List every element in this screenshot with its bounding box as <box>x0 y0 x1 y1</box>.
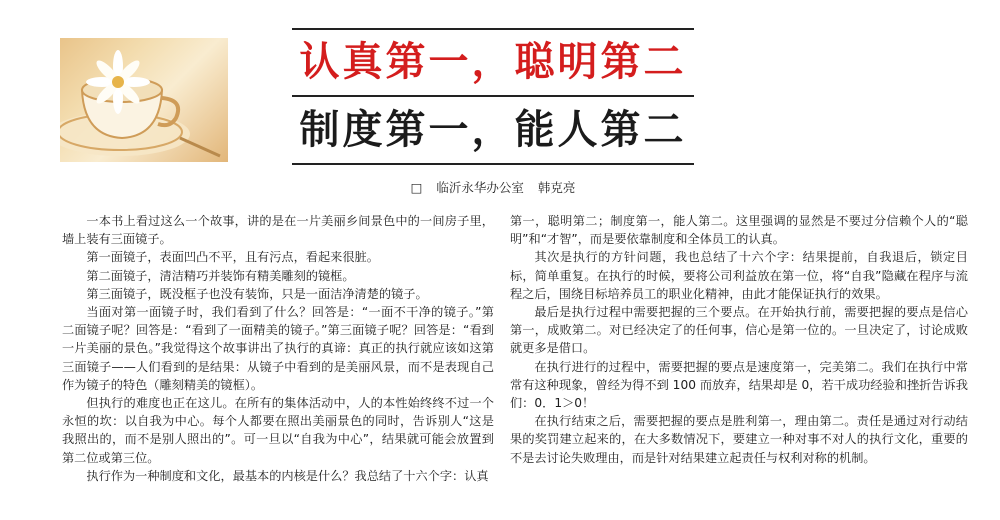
article-column-right <box>510 212 968 467</box>
paragraph: 第一，聪明第二；制度第一，能人第二。这里强调的显然是不要过分信赖个人的“聪明”和“才智”，而是要依靠制度和全体员工的认真。 <box>510 214 968 247</box>
paragraph: 在执行进行的过程中，需要把握的要点是速度第一，完美第二。我们在执行中常常有这种现象，曾经为得不到 100 而放弃，结果却是 0，若干成功经验和挫折告诉我们：0．1＞0！ <box>510 359 968 411</box>
paragraph: 当面对第一面镜子时，我们看到了什么？回答是：“一面不干净的镜子。”第二面镜子呢？回答是：“看到了一面精美的镜子。”第三面镜子呢？回答是：“看到一片美丽的景色。”我觉得这个故事讲出了执行的真谛：真正的执行就应该如这第三面镜子——人们看到的是结果：从镜子中看到的是美丽风景，而不是表现自己作为镜子的特色（雕刻精美的镜框）。 <box>62 305 494 392</box>
paragraph: 第三面镜子，既没框子也没有装饰，只是一面洁净清楚的镜子。 <box>86 286 428 301</box>
top-rule <box>292 28 694 30</box>
byline-marker: □ <box>410 180 423 195</box>
article-column-left <box>62 212 494 485</box>
teacup-photo <box>60 38 228 162</box>
paragraph: 在执行结束之后，需要把握的要点是胜利第一，理由第二。责任是通过对行动结果的奖罚建立起来的，在大多数情况下，要建立一种对事不对人的执行文化，重要的不是去讨论失败理由，而是针对结果建立起责任与权利对称的机制。 <box>510 414 968 465</box>
byline <box>292 178 694 196</box>
headline-red: 认真第一，聪明第二 <box>299 39 687 85</box>
paragraph: 第一面镜子，表面凹凸不平，且有污点，看起来很脏。 <box>86 250 379 265</box>
paragraph: 一本书上看过这么一个故事，讲的是在一片美丽乡间景色中的一间房子里，墙上装有三面镜子。 <box>62 214 494 247</box>
paragraph: 最后是执行过程中需要把握的三个要点。在开始执行前，需要把握的要点是信心第一，成败第二。对已经决定了的任何事，信心是第一位的。一旦决定了，讨论成败就更多是借口。 <box>510 305 968 356</box>
byline-author: 韩克亮 <box>537 180 576 195</box>
paragraph: 但执行的难度也正在这儿。在所有的集体活动中，人的本性始终终不过一个永恒的坎：以自我为中心。每个人都要在照出美丽景色的同时，告诉别人“这是我照出的，而不是别人照出的”。可一旦以“自我为中心”，结果就可能会放置到第二位或第三位。 <box>62 396 494 465</box>
headline-dark: 制度第一，能人第二 <box>299 107 687 153</box>
paragraph: 第二面镜子，清洁精巧并装饰有精美雕刻的镜框。 <box>86 268 355 283</box>
bottom-rule <box>292 163 694 165</box>
byline-org: 临沂永华办公室 <box>436 180 524 195</box>
teacup-flower-icon <box>60 38 228 162</box>
middle-rule <box>292 95 694 97</box>
paragraph: 其次是执行的方针问题，我也总结了十六个字：结果提前，自我退后，锁定目标，简单重复。在执行的时候，要将公司利益放在第一位，将“自我”隐藏在程序与流程之后，围绕目标培养员工的职业化精神，由此才能保证执行的效果。 <box>510 250 968 301</box>
paragraph: 执行作为一种制度和文化，最基本的内核是什么？我总结了十六个字：认真 <box>86 468 489 483</box>
